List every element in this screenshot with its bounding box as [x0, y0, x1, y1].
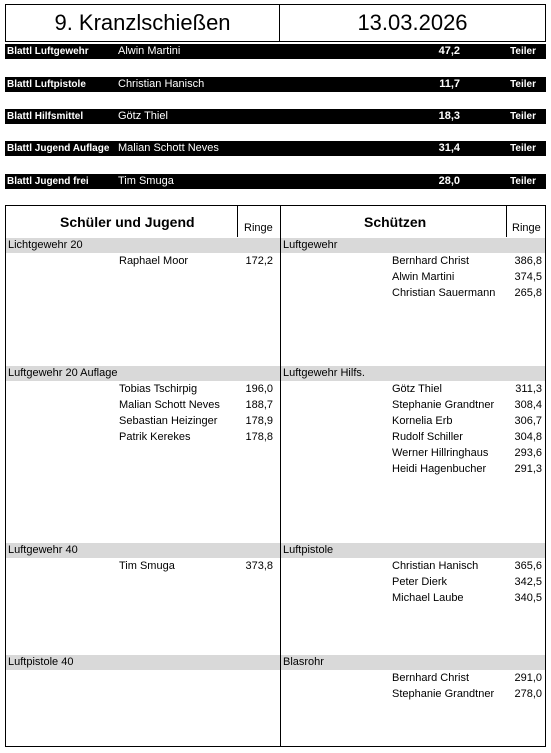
category-band — [281, 655, 545, 670]
award-winner: Götz Thiel — [118, 110, 168, 122]
shooter-name: Christian Sauermann — [392, 287, 496, 299]
category-title: Blasrohr — [283, 656, 324, 668]
score-value: 365,6 — [514, 560, 542, 572]
score-value: 196,0 — [245, 383, 273, 395]
shooter-name: Stephanie Grandtner — [392, 399, 495, 411]
right-heading: Schützen — [364, 214, 427, 230]
result-row — [6, 560, 545, 576]
score-value: 178,9 — [245, 415, 273, 427]
award-row — [5, 77, 546, 92]
score-value: 342,5 — [514, 576, 542, 588]
award-winner: Malian Schott Neves — [118, 142, 219, 154]
shooter-name: Tobias Tschirpig — [119, 383, 198, 395]
score-value: 293,6 — [514, 447, 542, 459]
award-unit: Teiler — [510, 111, 536, 122]
score-value: 311,3 — [515, 383, 542, 395]
shooter-name: Alwin Martini — [392, 271, 455, 283]
score-value: 265,8 — [514, 287, 542, 299]
result-row — [6, 415, 545, 431]
results-table — [5, 205, 546, 747]
score-value: 278,0 — [514, 688, 542, 700]
award-category: Blattl Jugend Auflage — [7, 143, 110, 154]
result-row — [6, 255, 545, 271]
result-row — [6, 463, 545, 479]
category-band — [6, 238, 280, 253]
score-value: 172,2 — [245, 255, 273, 267]
shooter-name: Bernhard Christ — [392, 255, 470, 267]
shooter-name: Heidi Hagenbucher — [392, 463, 487, 475]
shooter-name: Peter Dierk — [392, 576, 448, 588]
award-category: Blattl Luftgewehr — [7, 46, 89, 57]
award-value: 47,2 — [438, 45, 460, 57]
result-row — [6, 431, 545, 447]
result-row — [6, 672, 545, 688]
award-unit: Teiler — [510, 79, 536, 90]
category-title: Luftpistole 40 — [8, 656, 74, 668]
score-value: 291,3 — [514, 463, 542, 475]
award-winner: Christian Hanisch — [118, 78, 205, 90]
category-band — [6, 366, 280, 381]
result-row — [6, 399, 545, 415]
category-title: Luftpistole — [283, 544, 334, 556]
category-title: Luftgewehr Hilfs. — [283, 367, 365, 379]
award-unit: Teiler — [510, 143, 536, 154]
category-band — [281, 543, 545, 558]
award-row — [5, 141, 546, 156]
ringe-divider — [237, 206, 238, 237]
score-value: 291,0 — [514, 672, 542, 684]
award-value: 18,3 — [438, 110, 460, 122]
shooter-name: Raphael Moor — [119, 255, 189, 267]
award-row — [5, 44, 546, 59]
score-value: 373,8 — [245, 560, 273, 572]
award-winner: Tim Smuga — [118, 175, 174, 187]
shooter-name: Kornelia Erb — [392, 415, 453, 427]
shooter-name: Malian Schott Neves — [119, 399, 220, 411]
category-title: Luftgewehr 40 — [8, 544, 78, 556]
award-category: Blattl Luftpistole — [7, 79, 86, 90]
score-value: 340,5 — [514, 592, 542, 604]
score-value: 306,7 — [514, 415, 542, 427]
result-row — [6, 592, 545, 608]
award-value: 11,7 — [439, 78, 460, 90]
shooter-name: Stephanie Grandtner — [392, 688, 495, 700]
ringe-divider — [506, 206, 507, 237]
shooter-name: Michael Laube — [392, 592, 464, 604]
score-value: 308,4 — [514, 399, 542, 411]
shooter-name: Rudolf Schiller — [392, 431, 463, 443]
category-band — [281, 238, 545, 253]
shooter-name: Sebastian Heizinger — [119, 415, 218, 427]
score-value: 188,7 — [245, 399, 273, 411]
shooter-name: Tim Smuga — [119, 560, 175, 572]
category-band — [281, 366, 545, 381]
award-row — [5, 109, 546, 124]
award-row — [5, 174, 546, 189]
shooter-name: Patrik Kerekes — [119, 431, 191, 443]
result-row — [6, 447, 545, 463]
shooter-name: Götz Thiel — [392, 383, 442, 395]
award-value: 31,4 — [438, 142, 460, 154]
category-band — [6, 543, 280, 558]
event-date: 13.03.2026 — [279, 4, 546, 42]
award-category: Blattl Hilfsmittel — [7, 111, 84, 122]
category-band — [6, 655, 280, 670]
score-value: 304,8 — [514, 431, 542, 443]
award-unit: Teiler — [510, 176, 536, 187]
score-value: 386,8 — [514, 255, 542, 267]
category-title: Lichtgewehr 20 — [8, 239, 83, 251]
shooter-name: Werner Hillringhaus — [392, 447, 489, 459]
score-value: 178,8 — [245, 431, 273, 443]
right-ringe-heading: Ringe — [512, 222, 541, 234]
award-winner: Alwin Martini — [118, 45, 181, 57]
result-row — [6, 576, 545, 592]
left-ringe-heading: Ringe — [244, 222, 273, 234]
category-title: Luftgewehr 20 Auflage — [8, 367, 118, 379]
result-row — [6, 287, 545, 303]
score-value: 374,5 — [514, 271, 542, 283]
left-heading: Schüler und Jugend — [60, 214, 195, 230]
shooter-name: Bernhard Christ — [392, 672, 470, 684]
event-title: 9. Kranzlschießen — [5, 4, 280, 42]
result-row — [6, 383, 545, 399]
award-unit: Teiler — [510, 46, 536, 57]
award-category: Blattl Jugend frei — [7, 176, 89, 187]
category-title: Luftgewehr — [283, 239, 338, 251]
award-value: 28,0 — [438, 175, 460, 187]
result-row — [6, 271, 545, 287]
shooter-name: Christian Hanisch — [392, 560, 479, 572]
result-row — [6, 688, 545, 704]
